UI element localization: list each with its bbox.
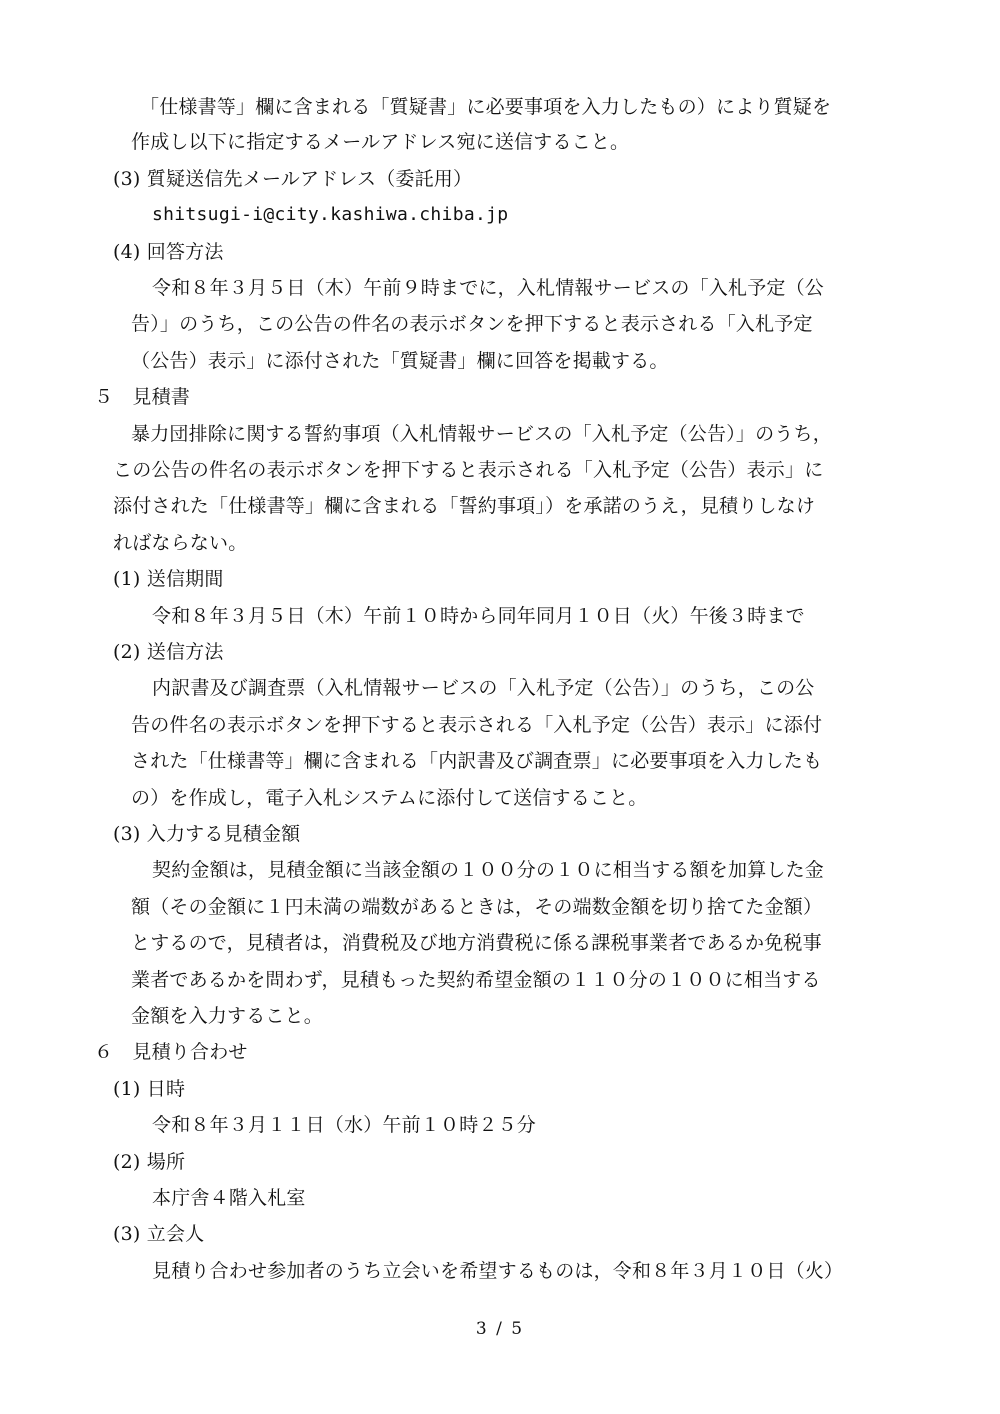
text-line: 告）」のうち，この公告の件名の表示ボタンを押下すると表示される「入札予定 (131, 313, 813, 335)
text-line: 契約金額は，見積金額に当該金額の１００分の１０に相当する額を加算した金 (152, 859, 825, 881)
email-address: shitsugi-i@city.kashiwa.chiba.jp (152, 204, 509, 225)
subheading: (3) 入力する見積金額 (113, 823, 301, 845)
text-line: 暴力団排除に関する誓約事項（入札情報サービスの「入札予定（公告）」のうち， (131, 423, 832, 445)
subheading: (2) 場所 (113, 1151, 186, 1173)
subheading: (4) 回答方法 (113, 241, 224, 263)
text-line: 令和８年３月５日（木）午前９時までに，入札情報サービスの「入札予定（公 (152, 277, 825, 299)
subheading: (1) 送信期間 (113, 568, 224, 590)
text-line: の）を作成し，電子入札システムに添付して送信すること。 (131, 787, 648, 809)
text-line: とするので，見積者は，消費税及び地方消費税に係る課税事業者であるか免税事 (131, 932, 822, 954)
text-line: 作成し以下に指定するメールアドレス宛に送信すること。 (131, 131, 630, 153)
subheading: (2) 送信方法 (113, 641, 224, 663)
section-heading: ６ 見積り合わせ (94, 1041, 248, 1063)
subheading: (1) 日時 (113, 1078, 186, 1100)
section-heading: ５ 見積書 (94, 386, 191, 408)
text-line: 金額を入力すること。 (131, 1005, 324, 1027)
text-line: 令和８年３月１１日（水）午前１０時２５分 (152, 1114, 537, 1136)
text-line: 内訳書及び調査票（入札情報サービスの「入札予定（公告）」のうち，この公 (152, 677, 815, 699)
text-line: 「仕様書等」欄に含まれる「質疑書」に必要事項を入力したもの）により質疑を (140, 96, 832, 118)
text-line: （公告）表示」に添付された「質疑書」欄に回答を掲載する。 (131, 350, 669, 372)
text-line: 添付された「仕様書等」欄に含まれる「誓約事項」）を承諾のうえ，見積りしなけ (113, 495, 816, 517)
subheading: (3) 質疑送信先メールアドレス（委託用） (113, 168, 473, 190)
text-line: ればならない。 (113, 532, 248, 554)
page-number: 3 / 5 (475, 1319, 525, 1339)
text-line: された「仕様書等」欄に含まれる「内訳書及び調査票」に必要事項を入力したも (131, 750, 823, 772)
text-line: 業者であるかを問わず，見積もった契約希望金額の１１０分の１００に相当する (131, 969, 821, 991)
subheading: (3) 立会人 (113, 1223, 205, 1245)
text-line: 本庁舎４階入札室 (152, 1187, 306, 1209)
text-line: この公告の件名の表示ボタンを押下すると表示される「入札予定（公告）表示」に (113, 459, 824, 481)
text-line: 告の件名の表示ボタンを押下すると表示される「入札予定（公告）表示」に添付 (131, 714, 823, 736)
text-line: 見積り合わせ参加者のうち立会いを希望するものは，令和８年３月１０日（火） (152, 1260, 844, 1282)
text-line: 令和８年３月５日（木）午前１０時から同年同月１０日（火）午後３時まで (152, 605, 805, 627)
text-line: 額（その金額に１円未満の端数があるときは，その端数金額を切り捨てた金額） (131, 896, 823, 918)
